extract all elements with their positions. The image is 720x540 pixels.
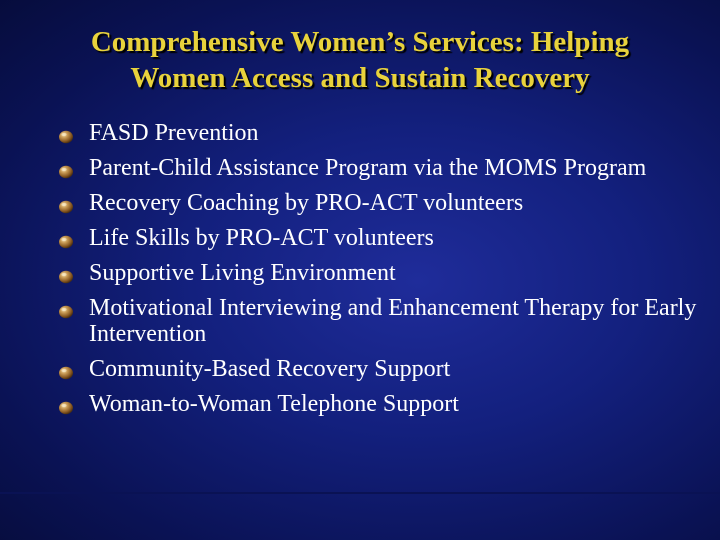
slide-title-line-2: Women Access and Sustain Recovery	[130, 62, 590, 94]
bronze-sphere-bullet-icon	[58, 198, 74, 214]
slide-title-line-1: Comprehensive Women’s Services: Helping	[90, 26, 630, 58]
bullet-item	[58, 190, 698, 216]
bullet-text: Woman-to-Woman Telephone Support	[89, 391, 459, 417]
bullet-item	[58, 120, 698, 146]
bullet-text: Recovery Coaching by PRO-ACT volunteers	[89, 190, 524, 216]
bullet-text: Life Skills by PRO-ACT volunteers	[89, 225, 434, 251]
bullet-text: Parent-Child Assistance Program via the MOMS Program	[89, 155, 647, 181]
bullet-list	[58, 120, 698, 426]
bronze-sphere-bullet-icon	[58, 399, 74, 415]
bullet-text: Supportive Living Environment	[89, 260, 396, 286]
bronze-sphere-bullet-icon	[58, 268, 74, 284]
slide-title	[20, 24, 700, 96]
bronze-sphere-bullet-icon	[58, 364, 74, 380]
bullet-item	[58, 155, 698, 181]
bottom-divider	[0, 492, 720, 494]
bronze-sphere-bullet-icon	[58, 233, 74, 249]
bullet-item	[58, 356, 698, 382]
bullet-text: Community-Based Recovery Support	[89, 356, 451, 382]
bullet-text: Motivational Interviewing and Enhancement Therapy for Early Intervention	[89, 295, 697, 347]
bronze-sphere-bullet-icon	[58, 163, 74, 179]
bullet-text: FASD Prevention	[89, 120, 259, 146]
bronze-sphere-bullet-icon	[58, 128, 74, 144]
bullet-item	[58, 295, 698, 347]
bullet-item	[58, 391, 698, 417]
bullet-item	[58, 225, 698, 251]
bronze-sphere-bullet-icon	[58, 303, 74, 319]
bullet-item	[58, 260, 698, 286]
